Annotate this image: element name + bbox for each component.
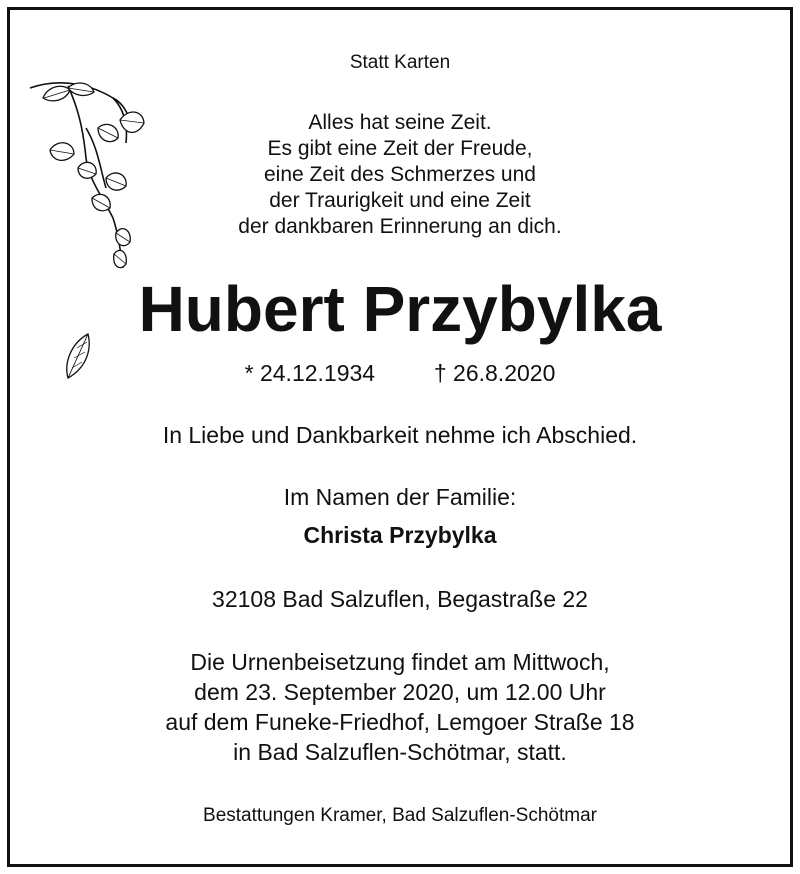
birth-date: * 24.12.1934: [244, 360, 376, 386]
death-date: † 26.8.2020: [433, 360, 556, 386]
family-intro: Im Namen der Familie:: [283, 484, 517, 510]
verse-line-1: Alles hat seine Zeit.: [308, 111, 492, 134]
life-dates: [0, 360, 800, 387]
ceremony-line-4: in Bad Salzuflen-Schötmar, statt.: [233, 739, 567, 765]
verse-line-5: der dankbaren Erinnerung an dich.: [238, 215, 562, 238]
verse-line-2: Es gibt eine Zeit der Freude,: [267, 137, 533, 160]
ceremony-line-1: Die Urnenbeisetzung findet am Mittwoch,: [190, 649, 610, 675]
address-text: 32108 Bad Salzuflen, Begastraße 22: [212, 586, 588, 612]
ceremony-line-2: dem 23. September 2020, um 12.00 Uhr: [194, 679, 606, 705]
verse-line-3: eine Zeit des Schmerzes und: [264, 163, 536, 186]
ceremony-line-3: auf dem Funeke-Friedhof, Lemgoer Straße 18: [165, 709, 635, 735]
verse-line-4: der Traurigkeit und eine Zeit: [269, 189, 531, 212]
funeral-home: Bestattungen Kramer, Bad Salzuflen-Schötmar: [203, 805, 597, 826]
farewell-text: In Liebe und Dankbarkeit nehme ich Abschied.: [162, 422, 638, 448]
header-text: Statt Karten: [349, 52, 451, 73]
family-name: Christa Przybylka: [303, 522, 497, 548]
deceased-name: Hubert Przybylka: [138, 273, 662, 345]
